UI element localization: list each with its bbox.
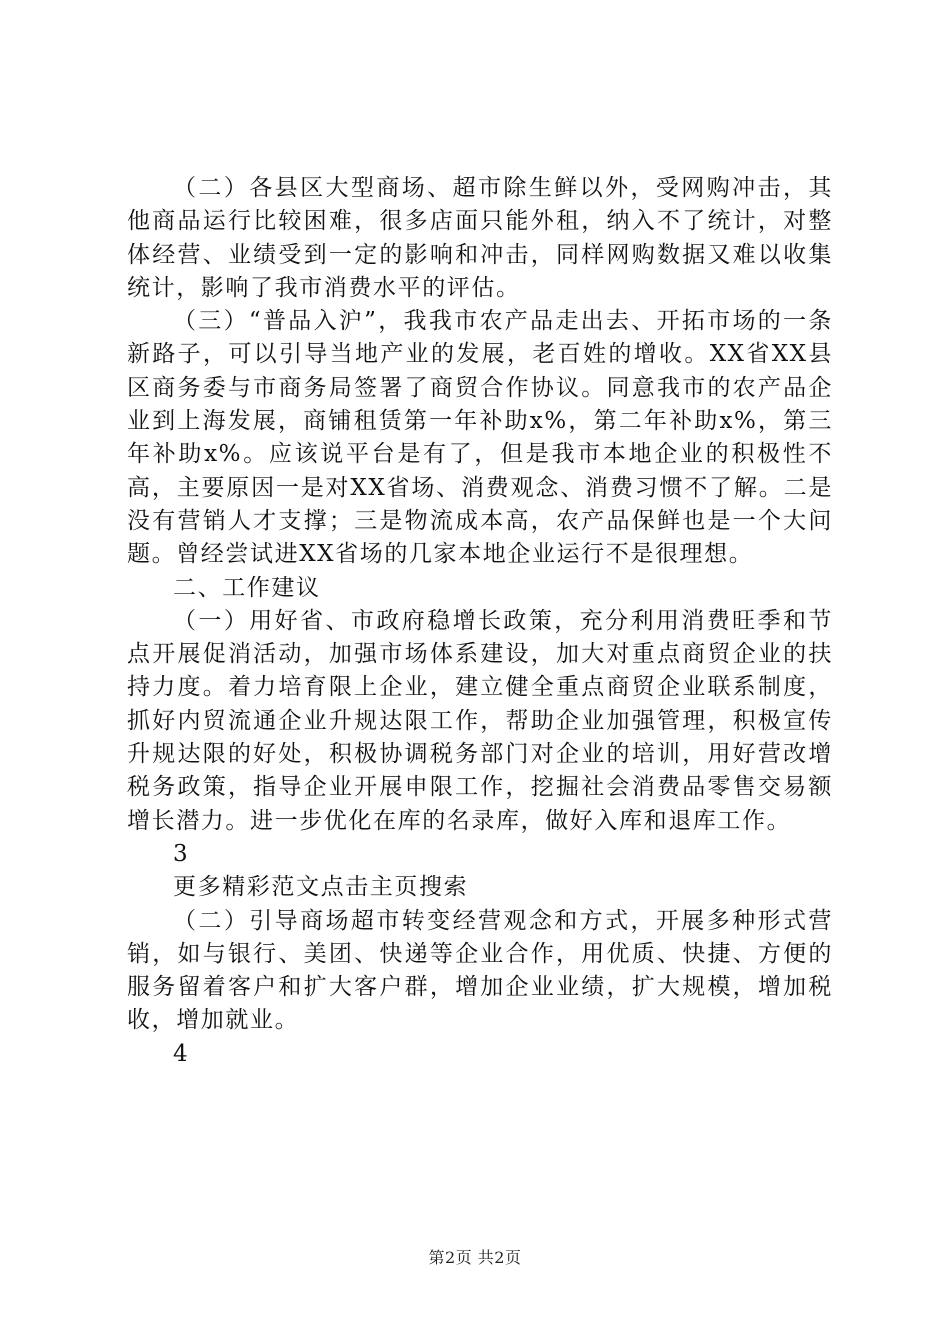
document-body [127,172,833,1071]
section-heading-work-suggestions: 二、工作建议 [173,574,321,601]
paragraph-suggestion-one: （一）用好省、市政府稳增长政策，充分利用消费旺季和节点开展促消活动，加强市场体系建设，加大对重点商贸企业的扶持力度。着力培育限上企业，建立健全重点商贸企业联系制度，抓好内贸流通企业升规达限工作，帮助企业加强管理，积极宣传升规达限的好处，积极协调税务部门对企业的培训，用好营改增税务政策，指导企业开展申限工作，挖掘社会消费品零售交易额增长潜力。进一步优化在库的名录库，做好入库和退库工作。 [127,607,833,834]
page-marker-3: 3 [173,840,190,867]
page-footer: 第2页 共2页 [428,1248,522,1267]
promo-text-line: 更多精彩范文点击主页搜索 [173,874,469,901]
paragraph-products-to-shanghai: （三）“普品入沪”，我我市农产品走出去、开拓市场的一条新路子，可以引导当地产业的发展，老百姓的增收。XX省XX县区商务委与市商务局签署了商贸合作协议。同意我市的农产品企业到上海发展，商铺租赁第一年补助x%，第二年补助x%，第三年补助x%。应该说平台是有了，但是我市本地企业的积极性不高，主要原因一是对XX省场、消费观念、消费习惯不了解。二是没有营销人才支撑；三是物流成本高，农产品保鲜也是一个大问题。曾经尝试进XX省场的几家本地企业运行不是很理想。 [127,308,833,568]
paragraph-difficulty-online-shopping: （二）各县区大型商场、超市除生鲜以外，受网购冲击，其他商品运行比较困难，很多店面只能外租，纳入不了统计，对整体经营、业绩受到一定的影响和冲击，同样网购数据又难以收集统计，影响了我市消费水平的评估。 [127,175,833,301]
page-marker-4: 4 [173,1040,190,1067]
paragraph-suggestion-two: （二）引导商场超市转变经营观念和方式，开展多种形式营销，如与银行、美团、快递等企业合作，用优质、快捷、方便的服务留着客户和扩大客户群，增加企业业绩，扩大规模，增加税收，增加就业。 [127,907,833,1034]
